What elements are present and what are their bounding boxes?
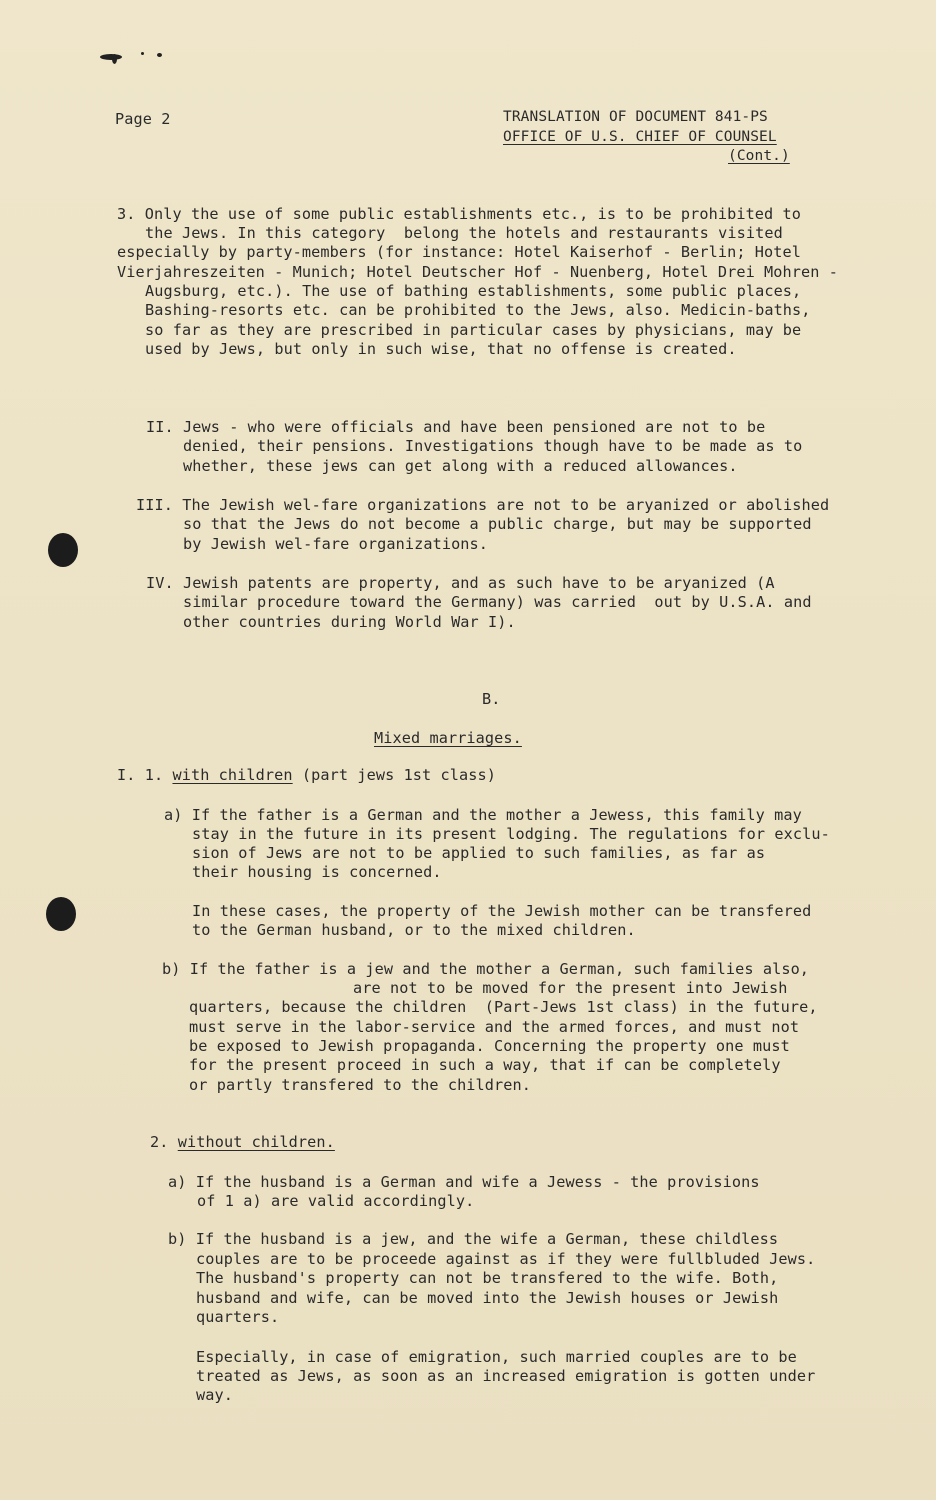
- text-line: husband and wife, can be moved into the Jewish houses or Jewish: [196, 1289, 779, 1307]
- text-line: The husband's property can not be transfered to the wife. Both,: [196, 1269, 779, 1287]
- text-line: Especially, in case of emigration, such married couples are to be: [196, 1348, 797, 1366]
- continued-label: (Cont.): [728, 148, 790, 164]
- ink-mark: [112, 54, 117, 64]
- text-line: whether, these jews can get along with a reduced allowances.: [183, 457, 738, 475]
- text-line: Bashing-resorts etc. can be prohibited to the Jews, also. Medicin-baths,: [145, 301, 811, 319]
- ink-mark: [100, 54, 122, 60]
- text-line: IV. Jewish patents are property, and as such have to be aryanized (A: [146, 574, 775, 592]
- text-line: quarters, because the children (Part-Jews 1st class) in the future,: [189, 998, 818, 1016]
- document-office: OFFICE OF U.S. CHIEF OF COUNSEL: [503, 129, 777, 145]
- text-line: to the German husband, or to the mixed children.: [192, 921, 636, 939]
- part-1-heading: [117, 766, 496, 786]
- part-1-heading-underlined: with children: [172, 766, 293, 784]
- text-line: so that the Jews do not become a public charge, but may be supported: [183, 515, 812, 533]
- text-line: of 1 a) are valid accordingly.: [197, 1192, 475, 1210]
- section-b-title: Mixed marriages.: [374, 729, 522, 747]
- text-line: quarters.: [196, 1308, 280, 1326]
- part-1-prefix: I. 1.: [117, 766, 173, 784]
- part-2-heading-underlined: without children.: [177, 1133, 335, 1151]
- text-line: treated as Jews, as soon as an increased emigration is gotten under: [196, 1367, 816, 1385]
- text-line: 3. Only the use of some public establishments etc., is to be prohibited to: [117, 205, 802, 223]
- text-line: b) If the father is a jew and the mother a German, such families also,: [162, 960, 810, 978]
- punch-hole-bottom: [46, 897, 76, 931]
- text-line: other countries during World War I).: [183, 613, 516, 631]
- page-number: Page 2: [115, 110, 171, 128]
- text-line: be exposed to Jewish propaganda. Concerning the property one must: [189, 1037, 790, 1055]
- text-line: a) If the father is a German and the mother a Jewess, this family may: [164, 806, 802, 824]
- text-line: must serve in the labor-service and the armed forces, and must not: [189, 1018, 800, 1036]
- ink-mark: [141, 52, 144, 55]
- text-line: Vierjahreszeiten - Munich; Hotel Deutscher Hof - Nuenberg, Hotel Drei Mohren -: [117, 263, 839, 281]
- text-line: In these cases, the property of the Jewish mother can be transfered: [192, 902, 812, 920]
- text-line: their housing is concerned.: [192, 863, 442, 881]
- text-line: are not to be moved for the present into Jewish: [353, 979, 788, 997]
- text-line: the Jews. In this category belong the hotels and restaurants visited: [145, 224, 783, 242]
- text-line: especially by party-members (for instance: Hotel Kaiserhof - Berlin; Hotel: [117, 243, 802, 261]
- text-line: stay in the future in its present lodging. The regulations for exclu-: [192, 825, 830, 843]
- text-line: by Jewish wel-fare organizations.: [183, 535, 489, 553]
- part-2-heading: [150, 1133, 335, 1153]
- text-line: b) If the husband is a jew, and the wife a German, these childless: [168, 1230, 779, 1248]
- text-line: denied, their pensions. Investigations though have to be made as to: [183, 437, 803, 455]
- text-line: couples are to be proceede against as if they were fullbluded Jews.: [196, 1250, 816, 1268]
- section-b-letter: B.: [482, 690, 501, 708]
- text-line: so far as they are prescribed in particular cases by physicians, may be: [145, 321, 802, 339]
- text-line: II. Jews - who were officials and have been pensioned are not to be: [146, 418, 766, 436]
- text-line: way.: [196, 1386, 233, 1404]
- document-title: TRANSLATION OF DOCUMENT 841-PS: [503, 109, 768, 125]
- text-line: a) If the husband is a German and wife a Jewess - the provisions: [168, 1173, 760, 1191]
- text-line: or partly transfered to the children.: [189, 1076, 532, 1094]
- text-line: sion of Jews are not to be applied to such families, as far as: [192, 844, 766, 862]
- part-2-prefix: 2.: [150, 1133, 178, 1151]
- ink-mark: [157, 53, 162, 57]
- part-1-suffix: (part jews 1st class): [292, 766, 497, 784]
- text-line: used by Jews, but only in such wise, that no offense is created.: [145, 340, 737, 358]
- punch-hole-top: [48, 533, 78, 567]
- text-line: Augsburg, etc.). The use of bathing establishments, some public places,: [145, 282, 802, 300]
- text-line: III. The Jewish wel-fare organizations are not to be aryanized or abolished: [136, 496, 830, 514]
- text-line: similar procedure toward the Germany) was carried out by U.S.A. and: [183, 593, 812, 611]
- text-line: for the present proceed in such a way, that if can be completely: [189, 1056, 781, 1074]
